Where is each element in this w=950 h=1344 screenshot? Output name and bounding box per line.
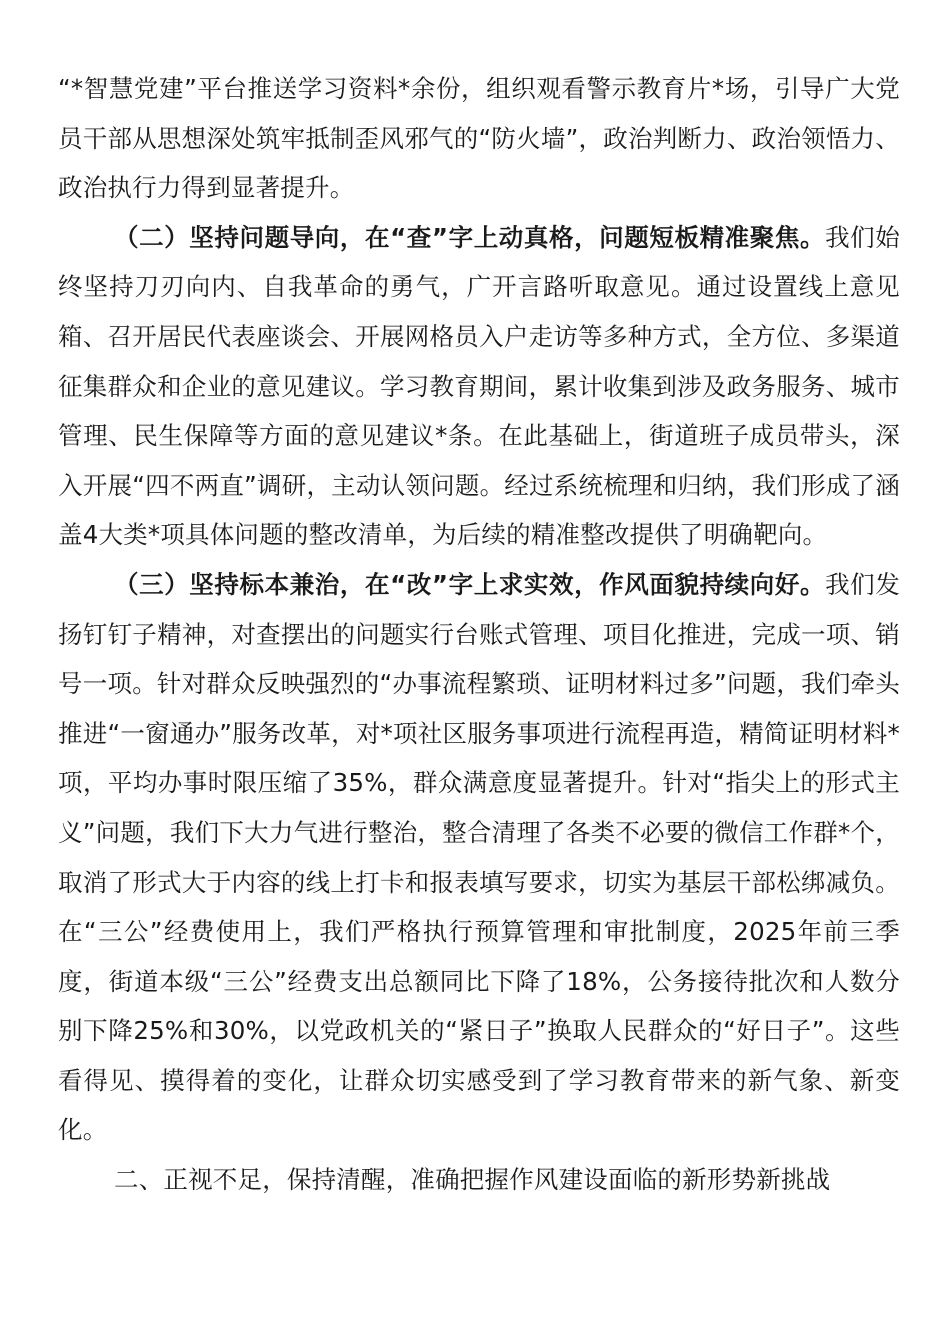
subheading-2: （二）坚持问题导向，在“查”字上动真格，问题短板精准聚焦。 (114, 222, 826, 252)
document-page (58, 64, 900, 1205)
subheading-3: （三）坚持标本兼治，在“改”字上求实效，作风面貌持续向好。 (114, 569, 826, 599)
section-heading-2 (58, 1155, 900, 1205)
paragraph-1-text: “*智慧党建”平台推送学习资料*余份，组织观看警示教育片*场，引导广大党员干部从思想深处筑牢抵制歪风邪气的“防火墙”，政治判断力、政治领悟力、政治执行力得到显著提升。 (58, 74, 900, 203)
paragraph-2 (58, 213, 900, 560)
paragraph-3 (58, 560, 900, 1155)
paragraph-1 (58, 64, 900, 213)
section-heading-2-text: 二、正视不足，保持清醒，准确把握作风建设面临的新形势新挑战 (114, 1165, 831, 1195)
paragraph-2-body: 我们始终坚持刀刃向内、自我革命的勇气，广开言路听取意见。通过设置线上意见箱、召开居民代表座谈会、开展网格员入户走访等多种方式，全方位、多渠道征集群众和企业的意见建议。学习教育期间，累计收集到涉及政务服务、城市管理、民生保障等方面的意见建议*条。在此基础上，街道班子成员带头，深入开展“四不两直”调研，主动认领问题。经过系统梳理和归纳，我们形成了涵盖4大类*项具体问题的整改清单，为后续的精准整改提供了明确靶向。 (58, 222, 900, 550)
paragraph-3-body: 我们发扬钉钉子精神，对查摆出的问题实行台账式管理、项目化推进，完成一项、销号一项。针对群众反映强烈的“办事流程繁琐、证明材料过多”问题，我们牵头推进“一窗通办”服务改革，对*项社区服务事项进行流程再造，精简证明材料*项，平均办事时限压缩了35%，群众满意度显著提升。针对“指尖上的形式主义”问题，我们下大力气进行整治，整合清理了各类不必要的微信工作群*个，取消了形式大于内容的线上打卡和报表填写要求，切实为基层干部松绑减负。在“三公”经费使用上，我们严格执行预算管理和审批制度，2025年前三季度，街道本级“三公”经费支出总额同比下降了18%，公务接待批次和人数分别下降25%和30%，以党政机关的“紧日子”换取人民群众的“好日子”。这些看得见、摸得着的变化，让群众切实感受到了学习教育带来的新气象、新变化。 (58, 569, 900, 1145)
